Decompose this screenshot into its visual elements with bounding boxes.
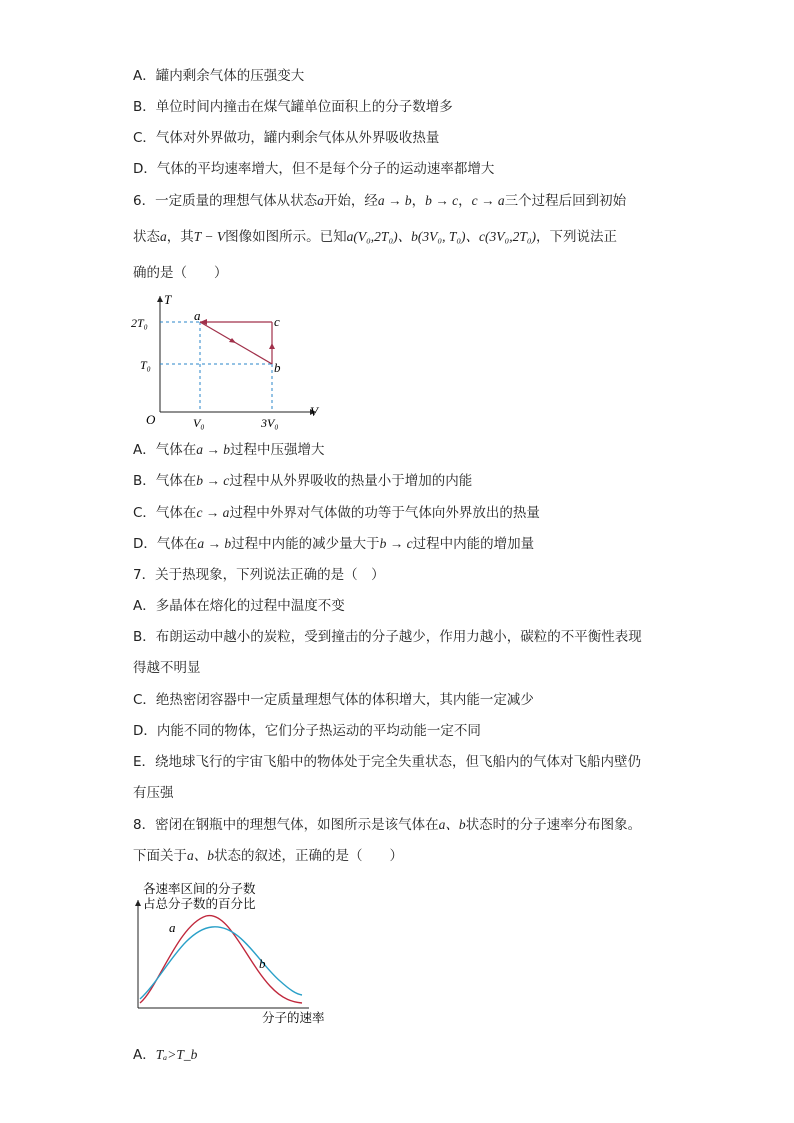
q6-option-a bbox=[133, 441, 325, 459]
q7-stem: 7．关于热现象，下列说法正确的是（ ） bbox=[133, 567, 385, 583]
q5-option-c: C．气体对外界做功，罐内剩余气体从外界吸收热量 bbox=[133, 130, 440, 146]
q6-option-text: B．气体在 bbox=[133, 473, 197, 489]
curve-b-label: b bbox=[259, 956, 266, 971]
q6-option-text: 过程中外界对气体做的功等于气体向外界放出的热量 bbox=[229, 505, 540, 521]
q6-stem-text: 开始，经 bbox=[323, 193, 378, 209]
q6-tv-graph bbox=[128, 290, 328, 435]
point-b-label: b bbox=[274, 360, 281, 375]
q8-stem-line2 bbox=[133, 847, 403, 865]
q7-option-d: D．内能不同的物体，它们分子热运动的平均动能一定不同 bbox=[133, 723, 481, 739]
q8-math-ab: a、b bbox=[438, 817, 466, 832]
q6-math-points: a(V₀,2T₀)、b(3V₀, T₀)、c(3V₀,2T₀) bbox=[346, 229, 537, 244]
q7-option-a: A．多晶体在熔化的过程中温度不变 bbox=[133, 598, 345, 614]
q6-stem-text: 状态 bbox=[133, 229, 160, 245]
q6-math-bc: b → c bbox=[425, 193, 459, 208]
tick-v0: V₀ bbox=[193, 416, 205, 430]
q8-math-ab: a、b bbox=[187, 848, 214, 863]
q7-option-e: E．绕地球飞行的宇宙飞船中的物体处于完全失重状态，但飞船内的气体对飞船内壁仍 bbox=[133, 754, 642, 770]
q8-stem-text: 状态时的分子速率分布图象。 bbox=[465, 817, 642, 833]
x-axis-label: 分子的速率 bbox=[262, 1011, 325, 1025]
q7-option-b: B．布朗运动中越小的炭粒，受到撞击的分子越少，作用力越小，碳粒的不平衡性表现 bbox=[133, 629, 642, 645]
q6-option-math: c → a bbox=[196, 505, 230, 520]
q6-option-text: C．气体在 bbox=[133, 505, 197, 521]
q6-stem-text: ，其 bbox=[166, 229, 194, 245]
q6-sep: ， bbox=[458, 193, 472, 209]
q6-math-ca: c → a bbox=[471, 193, 505, 208]
curve-a-label: a bbox=[169, 920, 176, 935]
q8-stem-text: 状态的叙述，正确的是（ ） bbox=[214, 848, 403, 864]
origin-label: O bbox=[146, 412, 156, 427]
arrow-bc bbox=[269, 343, 275, 349]
q6-stem-text: 图像如图所示。已知 bbox=[225, 229, 347, 245]
q6-option-text: A．气体在 bbox=[133, 442, 197, 458]
q6-math-a: a bbox=[160, 229, 167, 244]
curve-a bbox=[140, 916, 302, 1003]
q6-option-text: 过程中内能的增加量 bbox=[412, 536, 535, 552]
q6-stem-line1 bbox=[133, 192, 626, 210]
q7-option-b-cont: 得越不明显 bbox=[133, 660, 201, 676]
q6-math-ab: a → b bbox=[377, 193, 412, 208]
q6-math-tv: T − V bbox=[193, 229, 226, 244]
arrow-ab bbox=[229, 338, 236, 343]
q6-stem-text: 三个过程后回到初始 bbox=[504, 193, 627, 209]
q6-option-math: a → b bbox=[197, 536, 232, 551]
q6-option-text: 过程中从外界吸收的热量小于增加的内能 bbox=[229, 473, 473, 489]
q8-stem-line1 bbox=[133, 816, 641, 834]
y-axis-label-line2: 占总分子数的百分比 bbox=[143, 897, 256, 911]
q6-stem-text: ，下列说法正 bbox=[536, 229, 618, 245]
point-a-label: a bbox=[194, 308, 201, 323]
q8-stem-text: 8．密闭在钢瓶中的理想气体，如图所示是该气体在 bbox=[133, 817, 439, 833]
q6-sep: ， bbox=[411, 193, 426, 209]
q7-option-c: C．绝热密闭容器中一定质量理想气体的体积增大，其内能一定减少 bbox=[133, 692, 534, 708]
tick-3v0: 3V₀ bbox=[261, 416, 279, 430]
tick-t0: T₀ bbox=[140, 358, 151, 372]
q6-option-b bbox=[133, 472, 472, 490]
q6-option-math: a → b bbox=[196, 442, 230, 457]
q8-speed-distribution-graph bbox=[128, 878, 333, 1028]
q6-option-c bbox=[133, 504, 540, 522]
y-axis-label-line1: 各速率区间的分子数 bbox=[143, 882, 256, 896]
q6-math-a: a bbox=[317, 193, 324, 208]
axis-t-label: T bbox=[164, 292, 172, 307]
q7-option-e-cont: 有压强 bbox=[133, 785, 174, 801]
q6-option-text: 过程中压强增大 bbox=[230, 442, 325, 458]
q6-option-text: 过程中内能的减少量大于 bbox=[231, 536, 380, 552]
q8-option-text: A． bbox=[133, 1047, 156, 1063]
q5-option-b: B．单位时间内撞击在煤气罐单位面积上的分子数增多 bbox=[133, 99, 453, 115]
axis-v-label: V bbox=[310, 404, 318, 419]
q6-stem-line2 bbox=[133, 228, 617, 246]
q6-option-d bbox=[133, 535, 534, 553]
point-c-label: c bbox=[274, 314, 280, 329]
q8-option-math: Tₐ>T_b bbox=[155, 1047, 198, 1062]
q8-option-a bbox=[133, 1046, 197, 1064]
curve-b bbox=[140, 927, 302, 999]
q6-option-math: b → c bbox=[379, 536, 413, 551]
q6-option-math: b → c bbox=[196, 473, 230, 488]
q5-option-d: D．气体的平均速率增大，但不是每个分子的运动速率都增大 bbox=[133, 161, 495, 177]
q8-stem-text: 下面关于 bbox=[133, 848, 187, 864]
q6-stem-line3: 确的是（ ） bbox=[133, 265, 228, 281]
q6-option-text: D．气体在 bbox=[133, 536, 198, 552]
q5-option-a: A．罐内剩余气体的压强变大 bbox=[133, 68, 305, 84]
q6-stem-text: 6．一定质量的理想气体从状态 bbox=[133, 193, 318, 209]
tick-2t0: 2T₀ bbox=[131, 316, 148, 330]
